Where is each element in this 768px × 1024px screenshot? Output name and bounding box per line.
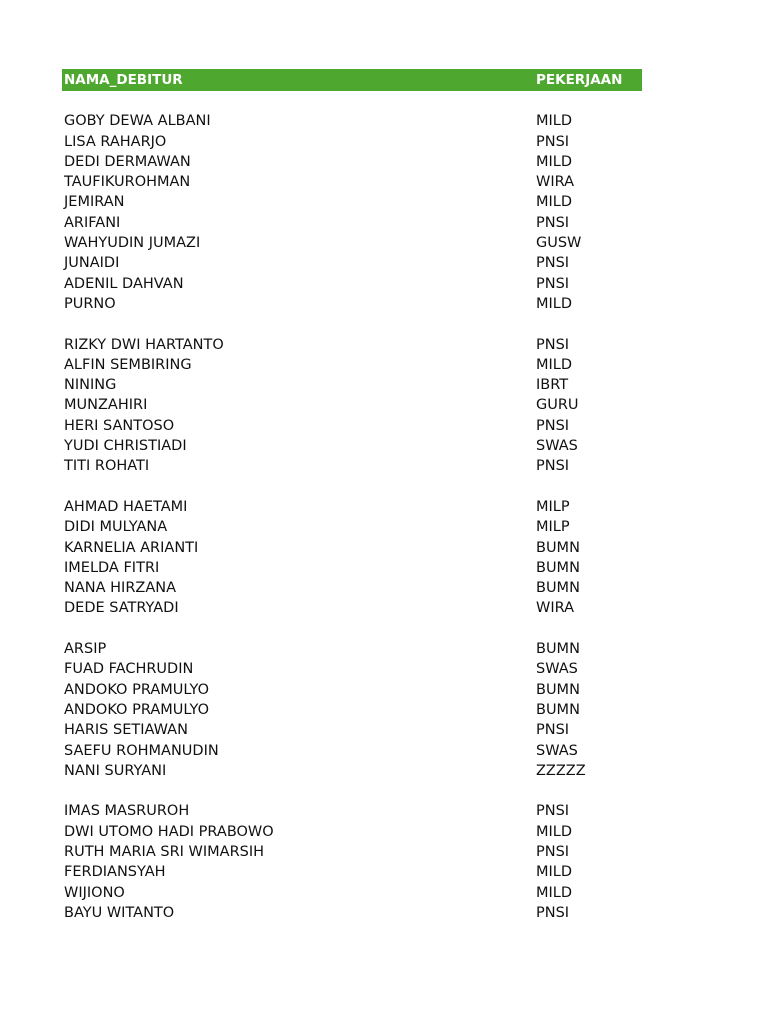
table-row [62, 883, 642, 903]
debtor-name-cell: HERI SANTOSO [64, 417, 175, 434]
occupation-cell: PNSI [536, 904, 570, 921]
debtor-name-cell: YUDI CHRISTIADI [64, 438, 187, 455]
debtor-name-cell: ALFIN SEMBIRING [64, 356, 192, 373]
table-row [62, 152, 642, 172]
occupation-cell: BUMN [536, 681, 580, 698]
table-row [62, 233, 642, 253]
group-spacer [62, 314, 642, 334]
debtor-name-cell: NINING [64, 377, 117, 394]
debtor-name-cell: RIZKY DWI HARTANTO [64, 336, 224, 353]
header-pekerjaan: PEKERJAAN [536, 72, 623, 88]
debtor-name-cell: NANA HIRZANA [64, 580, 177, 597]
occupation-cell: BUMN [536, 701, 580, 718]
occupation-cell: PNSI [536, 336, 570, 353]
occupation-cell: ZZZZZ [536, 762, 586, 779]
debtor-name-cell: SAEFU ROHMANUDIN [64, 742, 219, 759]
occupation-cell: SWAS [536, 661, 578, 678]
table-row [62, 111, 642, 131]
debtor-name-cell: JUNAIDI [64, 255, 120, 272]
table-row [62, 335, 642, 355]
occupation-cell: PNSI [536, 458, 570, 475]
debtor-name-cell: BAYU WITANTO [64, 904, 175, 921]
table-row [62, 903, 642, 923]
occupation-cell: MILD [536, 356, 573, 373]
debtor-name-cell: PURNO [64, 295, 116, 312]
table-row [62, 598, 642, 618]
table-row [62, 517, 642, 537]
occupation-cell: MILP [536, 519, 570, 536]
table-body [62, 91, 642, 923]
table-row [62, 659, 642, 679]
occupation-cell: SWAS [536, 438, 578, 455]
occupation-cell: MILD [536, 194, 573, 211]
occupation-cell: GUSW [536, 235, 582, 252]
occupation-cell: MILD [536, 295, 573, 312]
occupation-cell: MILD [536, 884, 573, 901]
debtor-name-cell: JEMIRAN [64, 194, 125, 211]
debtor-name-cell: FERDIANSYAH [64, 864, 166, 881]
occupation-cell: IBRT [536, 377, 569, 394]
table-row [62, 801, 642, 821]
debtor-name-cell: NANI SURYANI [64, 762, 167, 779]
table-row [62, 192, 642, 212]
debtor-name-cell: HARIS SETIAWAN [64, 722, 188, 739]
occupation-cell: PNSI [536, 722, 570, 739]
table-row [62, 375, 642, 395]
table-row [62, 294, 642, 314]
table-row [62, 213, 642, 233]
table-row [62, 497, 642, 517]
table-row [62, 436, 642, 456]
group-spacer [62, 477, 642, 497]
occupation-cell: MILD [536, 864, 573, 881]
group-spacer [62, 781, 642, 801]
debtor-name-cell: ANDOKO PRAMULYO [64, 701, 209, 718]
table-row [62, 720, 642, 740]
occupation-cell: PNSI [536, 803, 570, 820]
table-row [62, 132, 642, 152]
table-row [62, 274, 642, 294]
debtor-name-cell: ADENIL DAHVAN [64, 275, 184, 292]
debtor-name-cell: DWI UTOMO HADI PRABOWO [64, 823, 274, 840]
table-row [62, 862, 642, 882]
table-row [62, 395, 642, 415]
table-header [62, 69, 642, 91]
table-row [62, 680, 642, 700]
occupation-cell: MILD [536, 153, 573, 170]
occupation-cell: MILP [536, 498, 570, 515]
table-row [62, 172, 642, 192]
debtor-name-cell: MUNZAHIRI [64, 397, 148, 414]
occupation-cell: BUMN [536, 559, 580, 576]
occupation-cell: PNSI [536, 843, 570, 860]
debtor-name-cell: LISA RAHARJO [64, 133, 167, 150]
debtor-name-cell: DIDI MULYANA [64, 519, 168, 536]
group-spacer [62, 619, 642, 639]
debtor-name-cell: ARSIP [64, 641, 107, 658]
occupation-cell: MILD [536, 113, 573, 130]
table-row [62, 639, 642, 659]
group-spacer [62, 91, 642, 111]
header-nama-debitur: NAMA_DEBITUR [64, 72, 183, 88]
table-row [62, 578, 642, 598]
debtor-name-cell: DEDE SATRYADI [64, 600, 179, 617]
occupation-cell: PNSI [536, 417, 570, 434]
table-row [62, 416, 642, 436]
table-row [62, 456, 642, 476]
table-row [62, 558, 642, 578]
debtor-name-cell: ANDOKO PRAMULYO [64, 681, 209, 698]
occupation-cell: SWAS [536, 742, 578, 759]
debtor-table [62, 69, 642, 923]
debtor-name-cell: TITI ROHATI [64, 458, 150, 475]
debtor-name-cell: AHMAD HAETAMI [64, 498, 188, 515]
table-row [62, 741, 642, 761]
table-row [62, 355, 642, 375]
occupation-cell: WIRA [536, 174, 575, 191]
debtor-name-cell: ARIFANI [64, 214, 121, 231]
table-row [62, 700, 642, 720]
debtor-name-cell: WIJIONO [64, 884, 125, 901]
occupation-cell: BUMN [536, 580, 580, 597]
debtor-name-cell: IMAS MASRUROH [64, 803, 190, 820]
table-row [62, 761, 642, 781]
table-row [62, 538, 642, 558]
debtor-name-cell: WAHYUDIN JUMAZI [64, 235, 201, 252]
occupation-cell: PNSI [536, 255, 570, 272]
occupation-cell: BUMN [536, 539, 580, 556]
debtor-name-cell: KARNELIA ARIANTI [64, 539, 199, 556]
debtor-name-cell: RUTH MARIA SRI WIMARSIH [64, 843, 265, 860]
debtor-name-cell: GOBY DEWA ALBANI [64, 113, 211, 130]
debtor-name-cell: IMELDA FITRI [64, 559, 160, 576]
table-row [62, 253, 642, 273]
debtor-name-cell: FUAD FACHRUDIN [64, 661, 194, 678]
occupation-cell: WIRA [536, 600, 575, 617]
debtor-name-cell: DEDI DERMAWAN [64, 153, 191, 170]
occupation-cell: PNSI [536, 133, 570, 150]
occupation-cell: GURU [536, 397, 579, 414]
table-row [62, 822, 642, 842]
table-row [62, 842, 642, 862]
occupation-cell: PNSI [536, 275, 570, 292]
debtor-name-cell: TAUFIKUROHMAN [64, 174, 191, 191]
occupation-cell: BUMN [536, 641, 580, 658]
occupation-cell: MILD [536, 823, 573, 840]
occupation-cell: PNSI [536, 214, 570, 231]
